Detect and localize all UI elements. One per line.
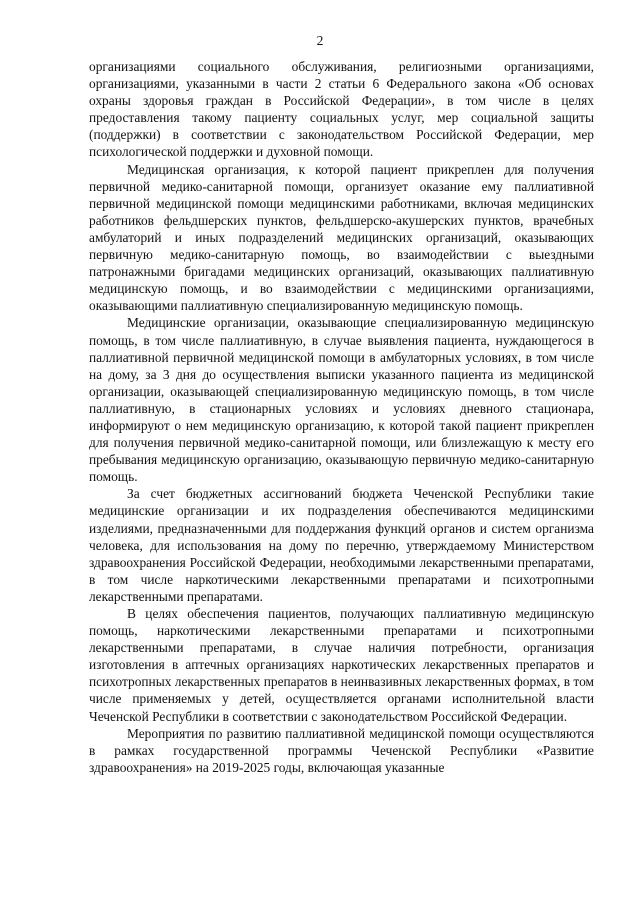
document-body (89, 58, 594, 776)
paragraph-4: За счет бюджетных ассигнований бюджета Чеченской Республики такие медицинские организации и их подразделения обеспечиваются медицинскими изделиями, предназначенными для поддержания функций органов и систем организма человека, для использования на дому по перечню, утверждаемому Министерством здравоохранения Российской Федерации, необходимыми лекарственными препаратами, в том числе наркотическими лекарственными препаратами и психотропными лекарственными препаратами. (89, 486, 594, 604)
paragraph-2: Медицинская организация, к которой пациент прикреплен для получения первичной медико-санитарной помощи, организует оказание ему паллиативной первичной медицинской помощи медицинскими работниками, включая медицинских работников фельдшерских пунктов, фельдшерско-акушерских пунктов, врачебных амбулаторий и иных подразделений медицинских организаций, оказывающих первичную медико-санитарную помощь, во взаимодействии с выездными патронажными бригадами медицинских организаций, оказывающих паллиативную медицинскую помощь, и во взаимодействии с медицинскими организациями, оказывающими паллиативную специализированную медицинскую помощь. (89, 161, 594, 314)
paragraph-6: Мероприятия по развитию паллиативной медицинской помощи осуществляются в рамках государственной программы Чеченской Республики «Развитие здравоохранения» на 2019-2025 годы, включающая указанные (89, 725, 594, 775)
paragraph-3: Медицинские организации, оказывающие специализированную медицинскую помощь, в том числе паллиативную, в случае выявления пациента, нуждающегося в паллиативной первичной медицинской помощи в амбулаторных условиях, в том числе на дому, за 3 дня до осуществления выписки указанного пациента из медицинской организации, оказывающей специализированную медицинскую помощь, в том числе паллиативную, в стационарных условиях и условиях дневного стационара, информируют о нем медицинскую организацию, к которой такой пациент прикреплен для получения первичной медико-санитарной помощи, или близлежащую к месту его пребывания медицинскую организацию, оказывающую первичную медико-санитарную помощь. (89, 315, 594, 485)
page-number: 2 (316, 33, 324, 48)
paragraph-5: В целях обеспечения пациентов, получающих паллиативную медицинскую помощь, наркотическими лекарственными препаратами и психотропными лекарственными препаратами, в случае наличия потребности, организация изготовления в аптечных организациях наркотических лекарственных препаратов и психотропных лекарственных препаратов в неинвазивных лекарственных формах, в том числе применяемых у детей, осуществляется органами исполнительной власти Чеченской Республики в соответствии с законодательством Российской Федерации. (89, 606, 594, 724)
paragraph-1: организациями социального обслуживания, религиозными организациями, организациями, указанными в части 2 статьи 6 Федерального закона «Об основах охраны здоровья граждан в Российской Федерации», в том числе в целях предоставления такому пациенту социальных услуг, мер социальной защиты (поддержки) в соответствии с законодательством Российской Федерации, мер психологической поддержки и духовной помощи. (89, 59, 594, 160)
